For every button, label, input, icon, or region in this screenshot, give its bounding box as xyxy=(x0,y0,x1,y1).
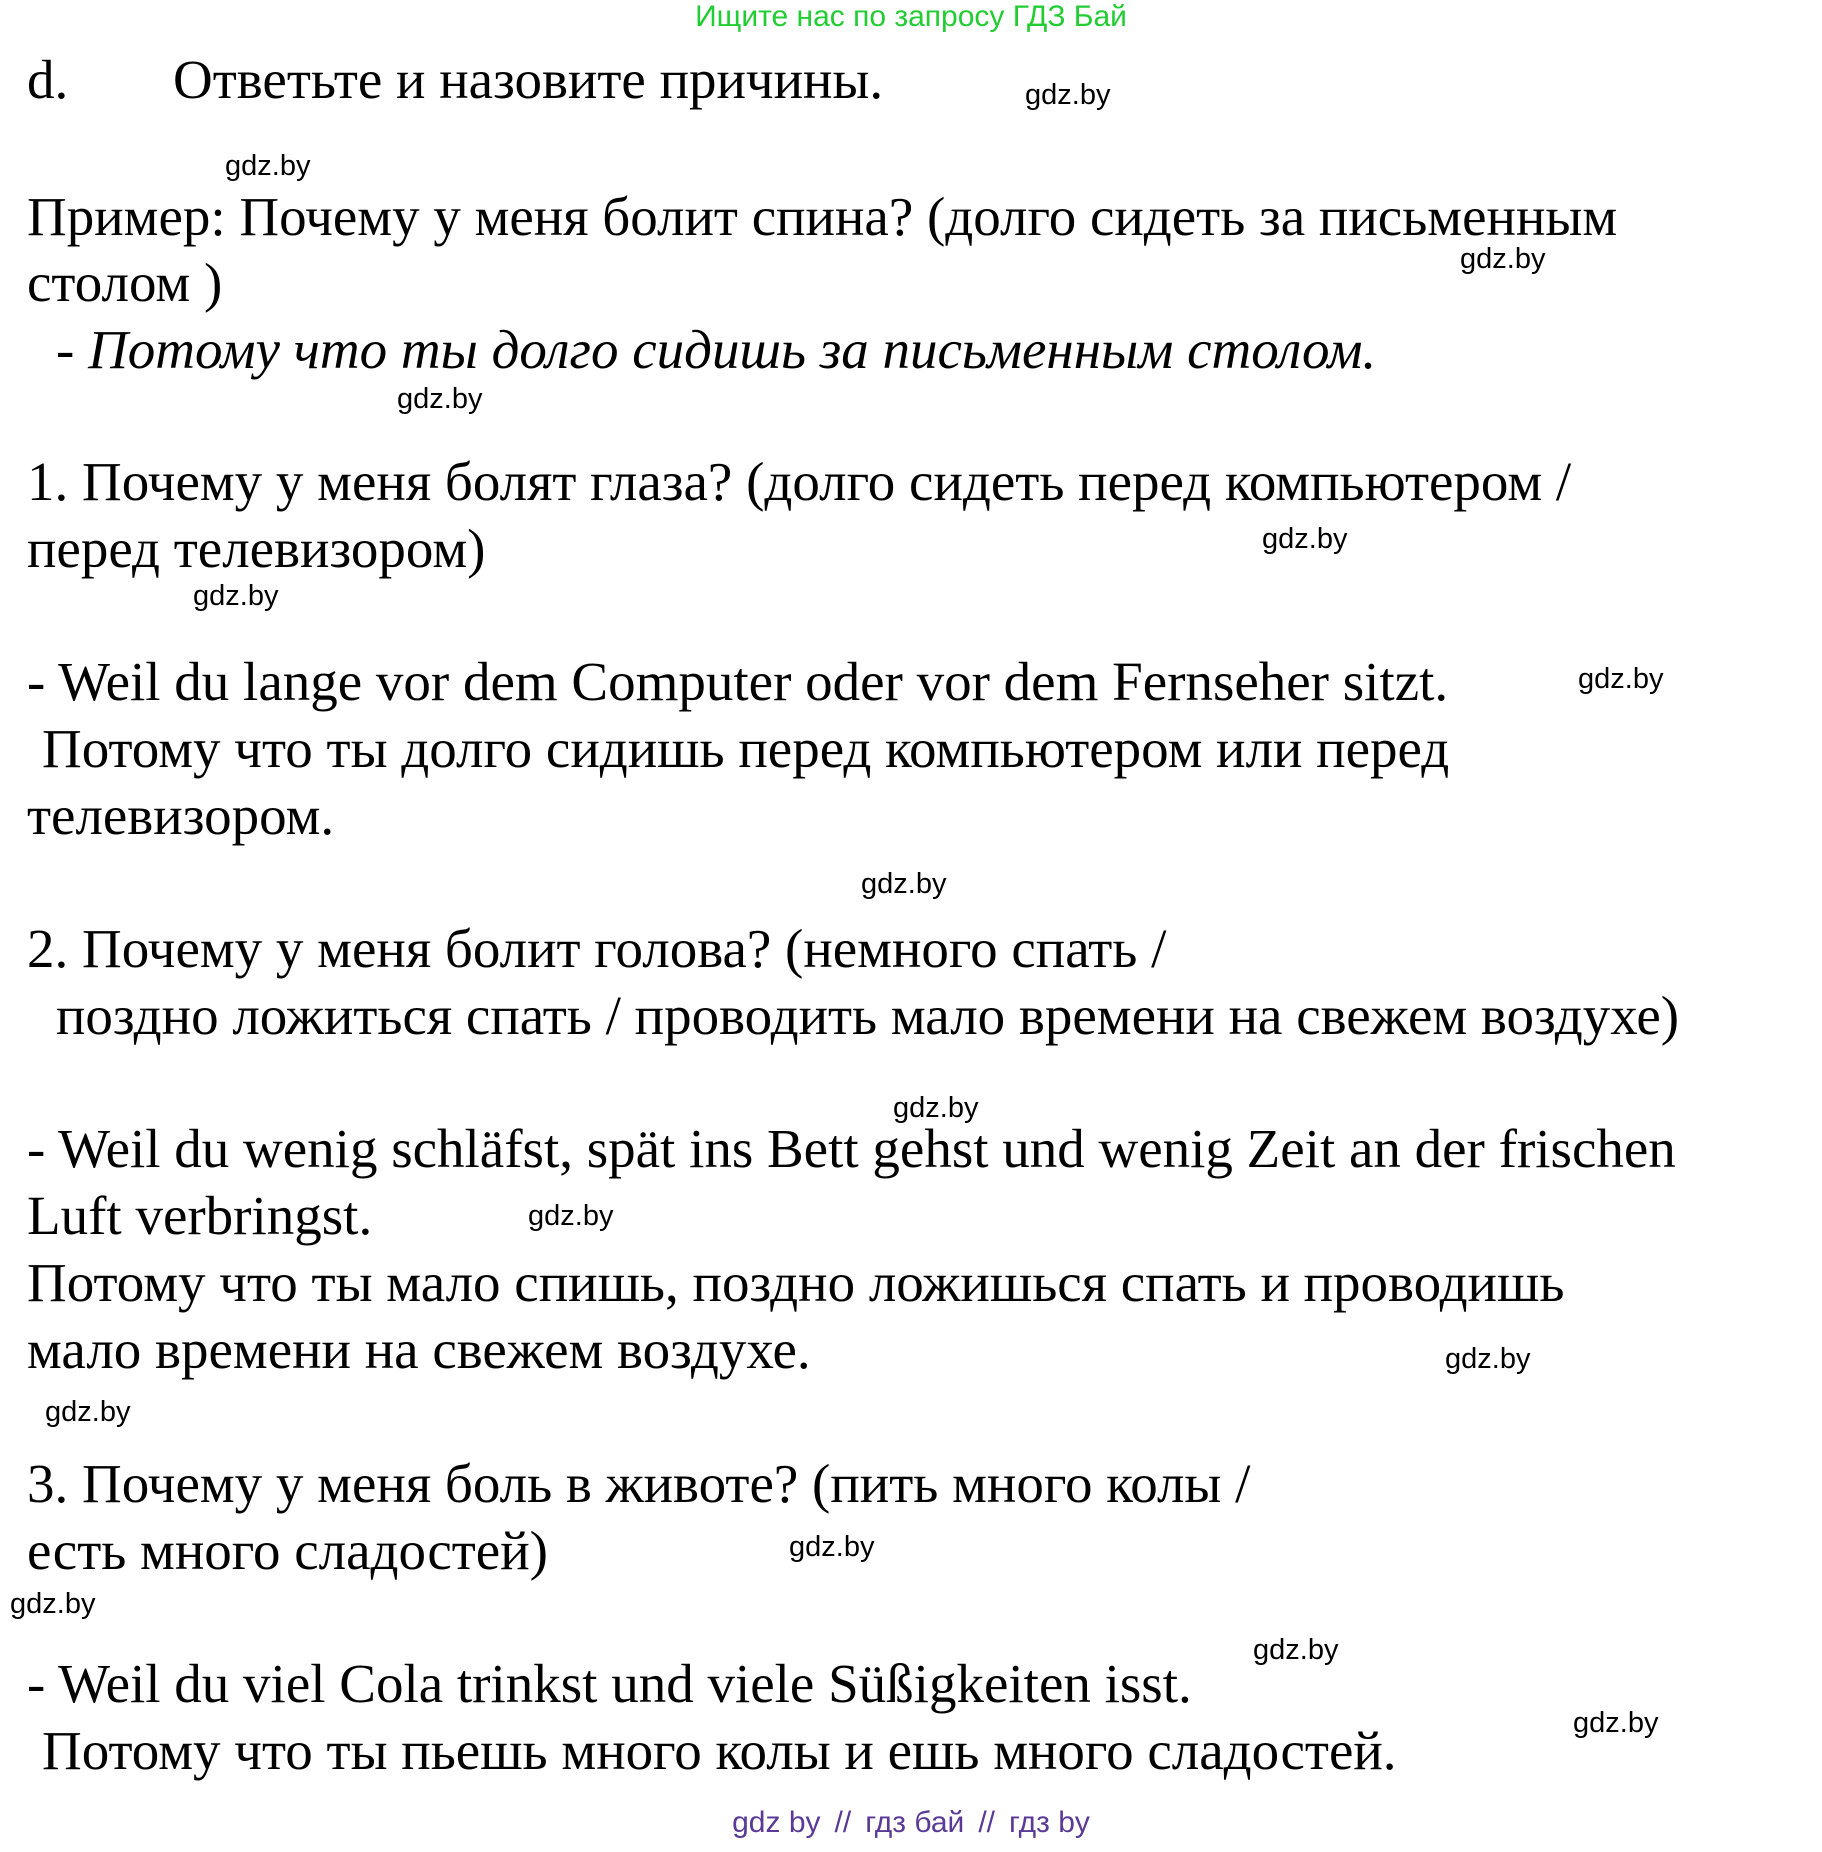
watermark: gdz.by xyxy=(225,150,311,182)
item3-answer-de: - Weil du viel Cola trinkst und viele Süßigkeiten isst. xyxy=(27,1653,1192,1714)
footer-link-gdz-by[interactable]: gdz by xyxy=(732,1806,821,1839)
example-question-line2: столом ) xyxy=(27,252,223,313)
footer-links xyxy=(0,1805,1822,1841)
watermark: gdz.by xyxy=(1578,663,1664,695)
item1-question-line1: 1. Почему у меня болят глаза? (долго сидеть перед компьютером / xyxy=(27,451,1572,512)
watermark: gdz.by xyxy=(893,1092,979,1124)
item2-answer-de-line1: - Weil du wenig schläfst, spät ins Bett gehst und wenig Zeit an der frischen xyxy=(27,1118,1676,1179)
item1-question-line2: перед телевизором) xyxy=(27,518,486,579)
search-hint-link[interactable]: Ищите нас по запросу ГДЗ Бай xyxy=(695,0,1127,33)
example-question-line1: Пример: Почему у меня болит спина? (долго сидеть за письменным xyxy=(27,186,1618,247)
item1-answer-de: - Weil du lange vor dem Computer oder vor dem Fernseher sitzt. xyxy=(27,651,1449,712)
watermark: gdz.by xyxy=(45,1396,131,1428)
watermark: gdz.by xyxy=(397,383,483,415)
item1-answer-ru-line2: телевизором. xyxy=(27,785,335,846)
watermark: gdz.by xyxy=(1573,1707,1659,1739)
watermark: gdz.by xyxy=(10,1588,96,1620)
item3-question-line1: 3. Почему у меня боль в животе? (пить много колы / xyxy=(27,1453,1251,1514)
footer-separator: // xyxy=(978,1806,995,1839)
footer-separator: // xyxy=(834,1806,852,1839)
item3-question-line2: есть много сладостей) xyxy=(27,1520,548,1581)
task-instruction: Ответьте и назовите причины. xyxy=(173,49,884,110)
item3-answer-ru: Потому что ты пьешь много колы и ешь много сладостей. xyxy=(42,1720,1397,1781)
watermark: gdz.by xyxy=(1460,243,1546,275)
item2-question-line2: поздно ложиться спать / проводить мало времени на свежем воздухе) xyxy=(56,985,1680,1046)
footer-link-gdz-by-cyr[interactable]: гдз by xyxy=(1009,1806,1090,1839)
item2-question-line1: 2. Почему у меня болит голова? (немного спать / xyxy=(27,918,1167,979)
item2-answer-de-line2: Luft verbringst. xyxy=(27,1185,373,1246)
task-letter: d. xyxy=(27,49,69,110)
item2-answer-ru-line1: Потому что ты мало спишь, поздно ложишься спать и проводишь xyxy=(27,1252,1565,1313)
watermark: gdz.by xyxy=(1253,1634,1339,1666)
watermark: gdz.by xyxy=(528,1200,614,1232)
item1-answer-ru-line1: Потому что ты долго сидишь перед компьютером или перед xyxy=(42,718,1450,779)
item2-answer-ru-line2: мало времени на свежем воздухе. xyxy=(27,1319,811,1380)
watermark: gdz.by xyxy=(1445,1343,1531,1375)
watermark: gdz.by xyxy=(861,868,947,900)
watermark: gdz.by xyxy=(193,580,279,612)
watermark: gdz.by xyxy=(1025,79,1111,111)
example-answer: - Потому что ты долго сидишь за письменным столом. xyxy=(56,319,1377,380)
watermark: gdz.by xyxy=(789,1531,875,1563)
footer-link-gdz-bai[interactable]: гдз бай xyxy=(865,1806,965,1839)
watermark: gdz.by xyxy=(1262,523,1348,555)
